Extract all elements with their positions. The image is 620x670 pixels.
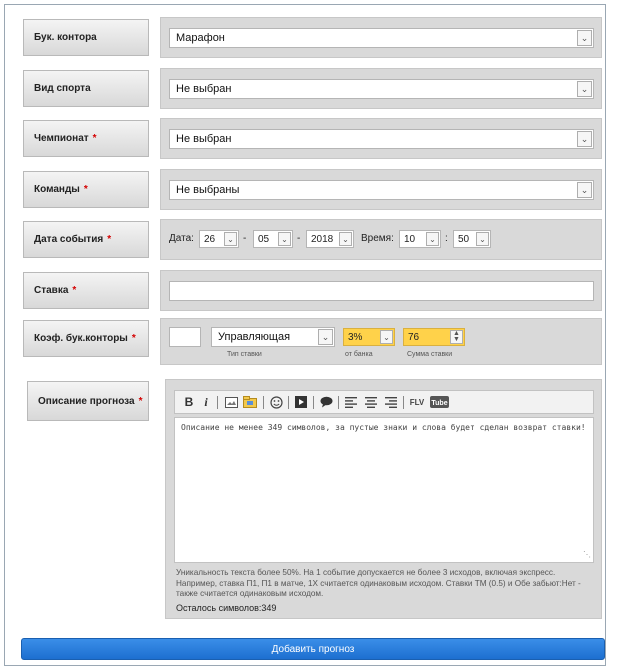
championship-field-area [160, 118, 602, 159]
chevron-down-icon[interactable]: ⌄ [577, 81, 592, 97]
odds-field-area [160, 318, 602, 365]
event-date-label: Дата события * [23, 221, 149, 258]
championship-label: Чемпионат * [23, 120, 149, 157]
video-icon[interactable] [293, 391, 309, 413]
remaining-chars: Осталось символов:349 [176, 603, 277, 613]
championship-select[interactable]: Не выбран ⌄ [169, 129, 594, 149]
chevron-down-icon[interactable]: ⌄ [426, 232, 439, 246]
toolbar-separator [288, 396, 289, 409]
event-date-field-area [160, 219, 602, 260]
align-right-icon[interactable] [383, 391, 399, 413]
time-colon: : [445, 233, 448, 244]
sport-select[interactable]: Не выбран ⌄ [169, 79, 594, 99]
smile-icon[interactable] [268, 391, 284, 413]
day-select[interactable]: 26 ⌄ [199, 230, 239, 248]
toolbar-separator [217, 396, 218, 409]
description-field-area [165, 379, 602, 619]
sport-label: Вид спорта [23, 70, 149, 107]
description-label: Описание прогноза * [27, 381, 149, 421]
description-textarea[interactable]: Описание не менее 349 символов, за пустые знаки и слова будет сделан возврат ставки! ⋱ [174, 417, 594, 563]
svg-text:Tube: Tube [430, 400, 448, 407]
chevron-down-icon[interactable]: ⌄ [577, 30, 592, 46]
chevron-down-icon[interactable]: ⌄ [577, 131, 592, 147]
add-forecast-button[interactable]: Добавить прогноз [21, 638, 605, 660]
toolbar-separator [263, 396, 264, 409]
month-select[interactable]: 05 ⌄ [253, 230, 293, 248]
chevron-down-icon[interactable]: ⌄ [476, 232, 489, 246]
youtube-icon[interactable] [429, 391, 449, 413]
year-select[interactable]: 2018 ⌄ [306, 230, 354, 248]
align-center-icon[interactable] [363, 391, 379, 413]
image-icon[interactable] [223, 391, 239, 413]
teams-field-area [160, 169, 602, 210]
chevron-down-icon[interactable]: ⌄ [577, 182, 592, 198]
hour-select[interactable]: 10 ⌄ [399, 230, 441, 248]
required-mark: * [107, 234, 112, 245]
sum-input[interactable]: 76 ▲ ▼ [403, 328, 465, 346]
required-mark: * [131, 333, 136, 344]
bet-type-caption: Тип ставки [227, 351, 262, 358]
bookmaker-label: Бук. контора [23, 19, 149, 56]
required-mark: * [92, 133, 97, 144]
odds-input[interactable] [169, 327, 201, 347]
bookmaker-field-area [160, 17, 602, 58]
date-dash: - [297, 233, 301, 244]
flv-button[interactable]: FLV [409, 397, 425, 407]
date-label: Дата: [169, 233, 194, 244]
teams-label: Команды * [23, 171, 149, 208]
bet-type-select[interactable]: Управляющая ⌄ [211, 327, 335, 347]
align-left-icon[interactable] [343, 391, 359, 413]
required-mark: * [83, 184, 88, 195]
percent-select[interactable]: 3% ⌄ [343, 328, 395, 346]
resize-grip-icon[interactable]: ⋱ [583, 550, 591, 559]
toolbar-separator [403, 396, 404, 409]
italic-button[interactable]: i [204, 394, 208, 409]
toolbar-separator [313, 396, 314, 409]
spinner-icon[interactable]: ▲ ▼ [450, 330, 463, 344]
required-mark: * [138, 395, 143, 407]
sport-field-area [160, 68, 602, 109]
sum-caption: Сумма ставки [407, 351, 453, 358]
toolbar-separator [338, 396, 339, 409]
description-hint: Уникальность текста более 50%. На 1 событие допускается не более 3 исходов, включая экспресс. Например, ставка П1, П1 в матче, 1X считается одинаковым исходом. Ставки ТМ (0.5) и Обе забьют:Нет - также считается одинаковым исходом. [176, 568, 581, 598]
odds-label: Коэф. бук.конторы * [23, 320, 149, 357]
stake-field-area [160, 270, 602, 311]
chevron-down-icon[interactable]: ⌄ [318, 329, 333, 345]
date-dash: - [243, 233, 247, 244]
stake-input[interactable] [169, 281, 594, 301]
forecast-form [4, 4, 606, 666]
stake-label: Ставка * [23, 272, 149, 309]
percent-caption: от банка [345, 351, 373, 358]
chevron-down-icon[interactable]: ⌄ [339, 232, 352, 246]
quote-icon[interactable] [318, 391, 334, 413]
chevron-down-icon[interactable]: ⌄ [278, 232, 291, 246]
bold-button[interactable]: B [184, 395, 194, 409]
editor-toolbar [174, 390, 594, 414]
chevron-down-icon[interactable]: ⌄ [224, 232, 237, 246]
teams-select[interactable]: Не выбраны ⌄ [169, 180, 594, 200]
folder-image-icon[interactable] [242, 391, 258, 413]
time-label: Время: [361, 233, 394, 244]
required-mark: * [72, 285, 77, 296]
minute-select[interactable]: 50 ⌄ [453, 230, 491, 248]
bookmaker-select[interactable]: Марафон ⌄ [169, 28, 594, 48]
chevron-down-icon[interactable]: ⌄ [380, 330, 393, 344]
